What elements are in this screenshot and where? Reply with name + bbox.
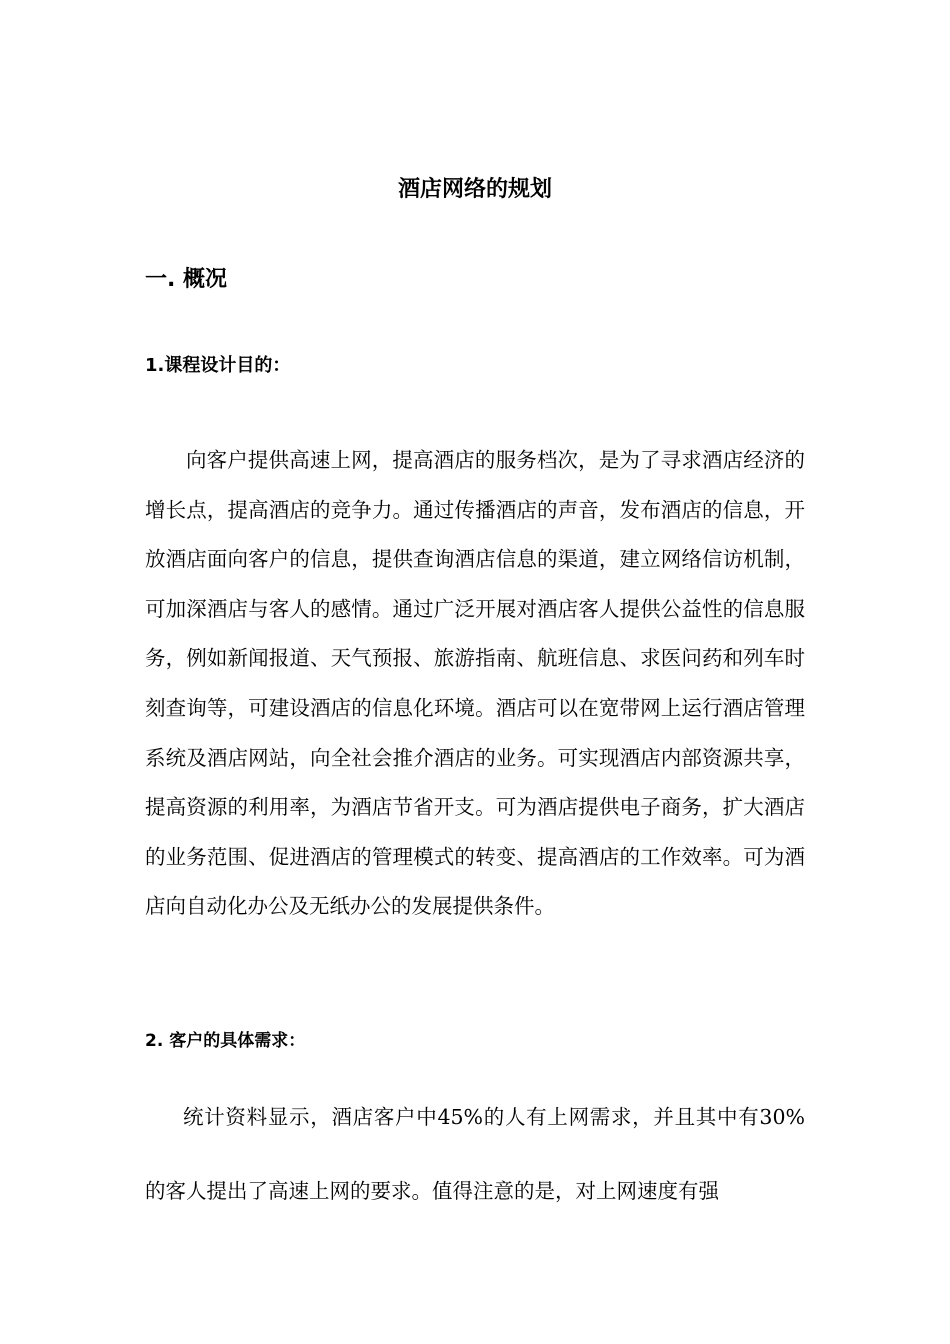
paragraph-purpose: 向客户提供高速上网，提高酒店的服务档次，是为了寻求酒店经济的增长点，提高酒店的竞争力。通过传播酒店的声音，发布酒店的信息，开放酒店面向客户的信息，提供查询酒店信息的渠道，建立网络信访机制，可加深酒店与客人的感情。通过广泛开展对酒店客人提供公益性的信息服务，例如新闻报道、天气预报、旅游指南、航班信息、求医问药和列车时刻查询等，可建设酒店的信息化环境。酒店可以在宽带网上运行酒店管理系统及酒店网站，向全社会推介酒店的业务。可实现酒店内部资源共享，提高资源的利用率，为酒店节省开支。可为酒店提供电子商务，扩大酒店的业务范围、促进酒店的管理模式的转变、提高酒店的工作效率。可为酒店向自动化办公及无纸办公的发展提供条件。 [145,448,805,919]
document-title: 酒店网络的规划 [397,177,552,202]
subsection-heading-requirements: 2. 客户的具体需求： [145,1031,306,1051]
subsection-heading-purpose: 1.课程设计目的： [145,355,291,376]
paragraph-requirements: 统计资料显示，酒店客户中45%的人有上网需求，并且其中有30%的客人提出了高速上网的要求。值得注意的是，对上网速度有强 [145,1105,805,1203]
section-heading-overview: 一. 概况 [145,267,228,292]
